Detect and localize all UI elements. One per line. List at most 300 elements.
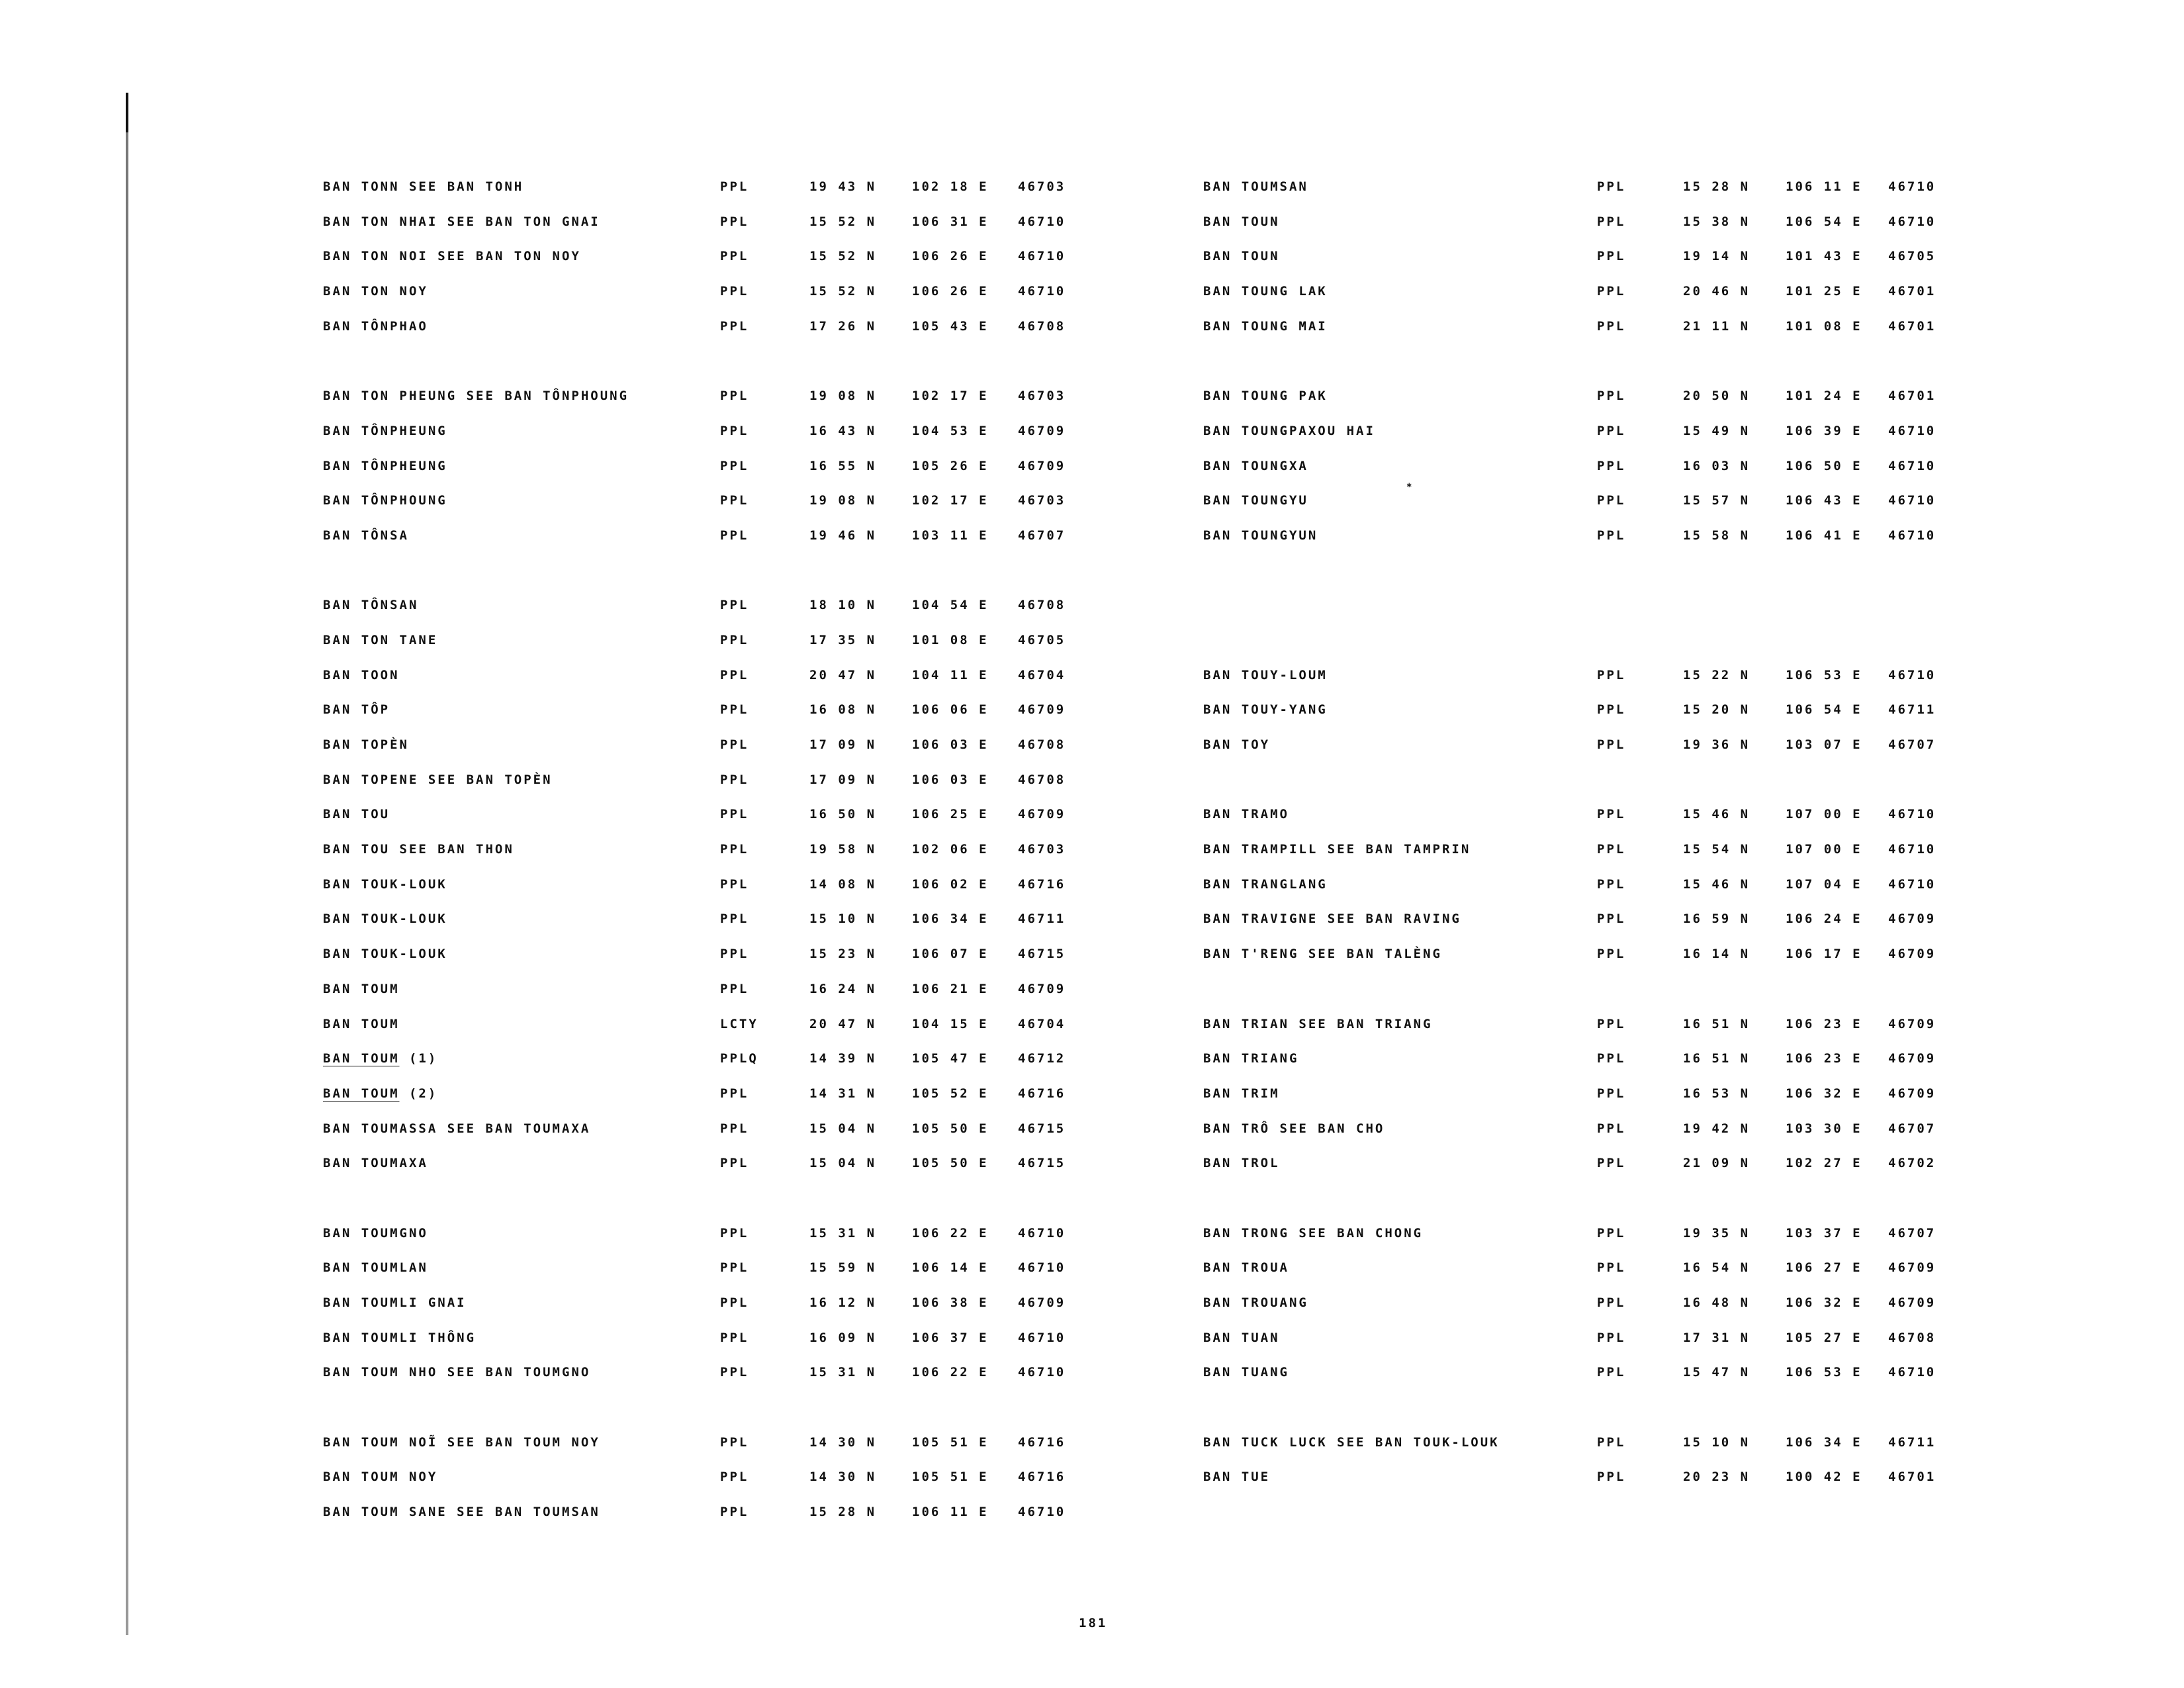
map-sheet-number: 46704	[1018, 667, 1066, 682]
map-sheet-number: 46708	[1018, 318, 1066, 334]
latitude: 14 30 N	[809, 1470, 877, 1485]
place-name: BAN TOUM (1)	[323, 1051, 438, 1066]
gazetteer-entry	[323, 1320, 1203, 1355]
gazetteer-entry	[1203, 169, 2083, 204]
feature-class: PPL	[1597, 1330, 1626, 1345]
feature-class: PPL	[1597, 423, 1626, 438]
feature-class: PPL	[1597, 1295, 1626, 1310]
map-sheet-number: 46705	[1018, 632, 1066, 647]
place-name: BAN TUE	[1203, 1470, 1271, 1485]
longitude: 105 50 E	[912, 1156, 989, 1171]
latitude: 15 47 N	[1683, 1365, 1751, 1380]
blank-row	[323, 1389, 1203, 1425]
place-name: BAN TOUM NHO SEE BAN TOUMGNO	[323, 1365, 591, 1380]
feature-class: PPL	[1597, 1086, 1626, 1101]
map-sheet-number: 46703	[1018, 842, 1066, 857]
latitude: 15 46 N	[1683, 876, 1751, 892]
gazetteer-entry	[1203, 413, 2083, 448]
latitude: 16 51 N	[1683, 1016, 1751, 1031]
gazetteer-entry	[1203, 1215, 2083, 1250]
feature-class: PPL	[1597, 1434, 1626, 1450]
gazetteer-entry	[323, 1494, 1203, 1529]
gazetteer-entry	[1203, 483, 2083, 518]
latitude: 16 55 N	[809, 458, 877, 473]
feature-class: PPL	[1597, 702, 1626, 718]
feature-class: PPL	[1597, 179, 1626, 194]
latitude: 14 30 N	[809, 1434, 877, 1450]
latitude: 16 14 N	[1683, 947, 1751, 962]
latitude: 20 50 N	[1683, 389, 1751, 404]
longitude: 103 37 E	[1786, 1225, 1862, 1241]
latitude: 19 43 N	[809, 179, 877, 194]
place-name: BAN TOON	[323, 667, 400, 682]
map-sheet-number: 46709	[1888, 1260, 1936, 1276]
latitude: 15 22 N	[1683, 667, 1751, 682]
map-sheet-number: 46703	[1018, 389, 1066, 404]
latitude: 15 52 N	[809, 249, 877, 264]
latitude: 15 46 N	[1683, 807, 1751, 822]
feature-class: PPL	[1597, 318, 1626, 334]
longitude: 106 07 E	[912, 947, 989, 962]
gazetteer-entry	[323, 1076, 1203, 1111]
longitude: 106 54 E	[1786, 214, 1862, 229]
map-sheet-number: 46708	[1888, 1330, 1936, 1345]
feature-class: PPL	[720, 632, 749, 647]
feature-class: PPL	[720, 737, 749, 752]
latitude: 19 42 N	[1683, 1121, 1751, 1136]
feature-class: PPL	[1597, 737, 1626, 752]
map-sheet-number: 46710	[1888, 528, 1936, 543]
place-name: BAN TROL	[1203, 1156, 1280, 1171]
gazetteer-entry	[1203, 1354, 2083, 1389]
map-sheet-number: 46702	[1888, 1156, 1936, 1171]
map-sheet-number: 46711	[1888, 702, 1936, 718]
map-sheet-number: 46710	[1888, 423, 1936, 438]
map-sheet-number: 46710	[1888, 214, 1936, 229]
map-sheet-number: 46707	[1888, 1121, 1936, 1136]
latitude: 16 51 N	[1683, 1051, 1751, 1066]
latitude: 15 49 N	[1683, 423, 1751, 438]
feature-class: PPL	[720, 1260, 749, 1276]
map-sheet-number: 46715	[1018, 1121, 1066, 1136]
place-name: BAN TOUM	[323, 1016, 400, 1031]
longitude: 104 53 E	[912, 423, 989, 438]
map-sheet-number: 46709	[1018, 423, 1066, 438]
place-name: BAN TOUK-LOUK	[323, 947, 447, 962]
feature-class: PPL	[1597, 249, 1626, 264]
latitude: 15 31 N	[809, 1225, 877, 1241]
gazetteer-entry	[1203, 901, 2083, 936]
place-name: BAN TOUK-LOUK	[323, 876, 447, 892]
latitude: 16 12 N	[809, 1295, 877, 1310]
map-sheet-number: 46712	[1018, 1051, 1066, 1066]
map-sheet-number: 46710	[1018, 1225, 1066, 1241]
feature-class: PPL	[1597, 214, 1626, 229]
place-name: BAN TOUNG LAK	[1203, 284, 1328, 299]
map-sheet-number: 46715	[1018, 947, 1066, 962]
feature-class: PPL	[1597, 1156, 1626, 1171]
longitude: 106 03 E	[912, 772, 989, 787]
place-name: BAN TOUMLI THÔNG	[323, 1330, 477, 1345]
longitude: 105 51 E	[912, 1470, 989, 1485]
map-sheet-number: 46716	[1018, 1470, 1066, 1485]
longitude: 107 00 E	[1786, 842, 1862, 857]
gazetteer-entry	[1203, 1250, 2083, 1285]
map-sheet-number: 46710	[1888, 179, 1936, 194]
feature-class: PPL	[1597, 1016, 1626, 1031]
latitude: 16 53 N	[1683, 1086, 1751, 1101]
place-name: BAN TRONG SEE BAN CHONG	[1203, 1225, 1424, 1241]
feature-class: PPL	[720, 284, 749, 299]
map-sheet-number: 46703	[1018, 179, 1066, 194]
latitude: 16 59 N	[1683, 912, 1751, 927]
longitude: 106 26 E	[912, 284, 989, 299]
gazetteer-entry	[323, 762, 1203, 797]
map-sheet-number: 46716	[1018, 1086, 1066, 1101]
blank-row	[1203, 622, 2083, 657]
feature-class: PPL	[1597, 1365, 1626, 1380]
gazetteer-entry	[1203, 308, 2083, 344]
feature-class: PPL	[720, 1330, 749, 1345]
latitude: 15 52 N	[809, 284, 877, 299]
place-name: BAN TOUMLI GNAI	[323, 1295, 467, 1310]
place-name: BAN TOY	[1203, 737, 1271, 752]
map-sheet-number: 46709	[1888, 912, 1936, 927]
place-name: BAN TOUK-LOUK	[323, 912, 447, 927]
feature-class: PPL	[720, 1156, 749, 1171]
map-sheet-number: 46701	[1888, 1470, 1936, 1485]
longitude: 106 11 E	[1786, 179, 1862, 194]
longitude: 106 53 E	[1786, 667, 1862, 682]
latitude: 15 59 N	[809, 1260, 877, 1276]
place-name: BAN TOPÈN	[323, 737, 409, 752]
feature-class: PPL	[1597, 528, 1626, 543]
feature-class: PPL	[720, 528, 749, 543]
gazetteer-entry	[323, 413, 1203, 448]
feature-class: PPL	[720, 598, 749, 613]
latitude: 19 08 N	[809, 389, 877, 404]
longitude: 103 11 E	[912, 528, 989, 543]
map-sheet-number: 46710	[1888, 458, 1936, 473]
feature-class: PPL	[1597, 912, 1626, 927]
gazetteer-entry	[323, 796, 1203, 831]
feature-class: PPL	[720, 1295, 749, 1310]
latitude: 16 48 N	[1683, 1295, 1751, 1310]
longitude: 102 18 E	[912, 179, 989, 194]
gazetteer-entry	[1203, 1111, 2083, 1146]
feature-class: PPL	[720, 1086, 749, 1101]
gazetteer-entry	[1203, 518, 2083, 553]
feature-class: PPL	[720, 1434, 749, 1450]
place-name: BAN TRÔ SEE BAN CHO	[1203, 1121, 1385, 1136]
longitude: 106 34 E	[1786, 1434, 1862, 1450]
gazetteer-entry	[323, 901, 1203, 936]
feature-class: PPL	[1597, 1051, 1626, 1066]
longitude: 106 02 E	[912, 876, 989, 892]
blank-row	[1203, 1389, 2083, 1425]
gazetteer-entry	[1203, 378, 2083, 413]
gazetteer-entry	[323, 587, 1203, 622]
map-sheet-number: 46710	[1888, 667, 1936, 682]
place-name: BAN TÔNPHAO	[323, 318, 428, 334]
latitude: 15 28 N	[1683, 179, 1751, 194]
latitude: 15 38 N	[1683, 214, 1751, 229]
feature-class: PPL	[720, 842, 749, 857]
map-sheet-number: 46709	[1018, 1295, 1066, 1310]
longitude: 103 30 E	[1786, 1121, 1862, 1136]
latitude: 19 58 N	[809, 842, 877, 857]
place-name: BAN TÔNPHEUNG	[323, 423, 447, 438]
blank-row	[1203, 1180, 2083, 1215]
longitude: 106 26 E	[912, 249, 989, 264]
latitude: 15 23 N	[809, 947, 877, 962]
map-sheet-number: 46707	[1018, 528, 1066, 543]
gazetteer-entry	[323, 483, 1203, 518]
blank-row	[323, 1180, 1203, 1215]
gazetteer-entry	[323, 727, 1203, 762]
place-name: BAN TOUN	[1203, 214, 1280, 229]
place-name: BAN TOUMSAN	[1203, 179, 1308, 194]
feature-class: PPL	[720, 876, 749, 892]
place-name: BAN TOUY-YANG	[1203, 702, 1328, 718]
place-name: BAN TRAVIGNE SEE BAN RAVING	[1203, 912, 1461, 927]
longitude: 106 54 E	[1786, 702, 1862, 718]
longitude: 106 23 E	[1786, 1016, 1862, 1031]
gazetteer-entry	[1203, 1320, 2083, 1355]
blank-row	[323, 343, 1203, 378]
map-sheet-number: 46708	[1018, 598, 1066, 613]
longitude: 107 00 E	[1786, 807, 1862, 822]
gazetteer-entry	[1203, 1145, 2083, 1180]
feature-class: PPL	[1597, 876, 1626, 892]
place-name: BAN TOUM	[323, 981, 400, 996]
place-name: BAN TOUMAXA	[323, 1156, 428, 1171]
longitude: 106 34 E	[912, 912, 989, 927]
feature-class: PPL	[720, 1365, 749, 1380]
blank-row	[1203, 762, 2083, 797]
longitude: 106 37 E	[912, 1330, 989, 1345]
longitude: 106 32 E	[1786, 1295, 1862, 1310]
longitude: 105 52 E	[912, 1086, 989, 1101]
gazetteer-entry	[323, 238, 1203, 273]
longitude: 106 22 E	[912, 1225, 989, 1241]
place-name: BAN T'RENG SEE BAN TALÈNG	[1203, 947, 1442, 962]
feature-class: PPL	[1597, 389, 1626, 404]
feature-class: PPL	[720, 807, 749, 822]
longitude: 101 25 E	[1786, 284, 1862, 299]
longitude: 106 11 E	[912, 1505, 989, 1520]
latitude: 15 28 N	[809, 1505, 877, 1520]
place-name: BAN TOUNGXA	[1203, 458, 1308, 473]
place-name: BAN TON NHAI SEE BAN TON GNAI	[323, 214, 600, 229]
place-name: BAN TOPENE SEE BAN TOPÈN	[323, 772, 553, 787]
longitude: 104 11 E	[912, 667, 989, 682]
gazetteer-entry	[1203, 692, 2083, 727]
map-sheet-number: 46708	[1018, 737, 1066, 752]
place-name: BAN TOUMASSA SEE BAN TOUMAXA	[323, 1121, 591, 1136]
latitude: 15 54 N	[1683, 842, 1751, 857]
map-sheet-number: 46710	[1018, 249, 1066, 264]
latitude: 15 04 N	[809, 1121, 877, 1136]
place-name: BAN TRAMO	[1203, 807, 1289, 822]
longitude: 104 54 E	[912, 598, 989, 613]
longitude: 106 32 E	[1786, 1086, 1862, 1101]
feature-class: PPL	[720, 1505, 749, 1520]
feature-class: PPL	[720, 389, 749, 404]
left-gazetteer-column	[323, 169, 1203, 1529]
gazetteer-entry	[323, 1215, 1203, 1250]
place-name: BAN TOUY-LOUM	[1203, 667, 1328, 682]
longitude: 106 39 E	[1786, 423, 1862, 438]
place-name: BAN TOU	[323, 807, 390, 822]
place-name: BAN TÔNSA	[323, 528, 409, 543]
longitude: 106 38 E	[912, 1295, 989, 1310]
latitude: 16 24 N	[809, 981, 877, 996]
map-sheet-number: 46701	[1888, 284, 1936, 299]
latitude: 15 58 N	[1683, 528, 1751, 543]
gazetteer-entry	[323, 1425, 1203, 1460]
gazetteer-entry	[1203, 831, 2083, 867]
latitude: 16 50 N	[809, 807, 877, 822]
feature-class: PPL	[720, 1470, 749, 1485]
gazetteer-entry	[323, 308, 1203, 344]
longitude: 101 08 E	[912, 632, 989, 647]
longitude: 106 03 E	[912, 737, 989, 752]
gazetteer-entry	[323, 622, 1203, 657]
gazetteer-entry	[1203, 1041, 2083, 1076]
stray-mark: *	[1406, 482, 1414, 492]
gazetteer-entry	[323, 1006, 1203, 1041]
place-name: BAN TOUMLAN	[323, 1260, 428, 1276]
latitude: 21 11 N	[1683, 318, 1751, 334]
feature-class: PPL	[720, 981, 749, 996]
feature-class: PPL	[1597, 1225, 1626, 1241]
longitude: 106 06 E	[912, 702, 989, 718]
gazetteer-entry	[1203, 448, 2083, 483]
longitude: 101 24 E	[1786, 389, 1862, 404]
latitude: 19 14 N	[1683, 249, 1751, 264]
longitude: 106 41 E	[1786, 528, 1862, 543]
feature-class: PPL	[720, 702, 749, 718]
latitude: 19 36 N	[1683, 737, 1751, 752]
longitude: 106 31 E	[912, 214, 989, 229]
feature-class: PPL	[1597, 284, 1626, 299]
gazetteer-entry	[323, 1145, 1203, 1180]
latitude: 21 09 N	[1683, 1156, 1751, 1171]
latitude: 19 46 N	[809, 528, 877, 543]
gazetteer-entry	[1203, 727, 2083, 762]
gazetteer-entry	[1203, 1076, 2083, 1111]
gazetteer-entry	[323, 518, 1203, 553]
map-sheet-number: 46710	[1018, 1365, 1066, 1380]
gazetteer-entry	[323, 1459, 1203, 1494]
place-name: BAN TÔNPHEUNG	[323, 458, 447, 473]
place-name: BAN TÔNSAN	[323, 598, 419, 613]
map-sheet-number: 46709	[1018, 702, 1066, 718]
feature-class: PPL	[720, 1225, 749, 1241]
feature-class: PPL	[720, 947, 749, 962]
place-name: BAN TRAMPILL SEE BAN TAMPRIN	[1203, 842, 1471, 857]
place-name: BAN TOUNGPAXOU HAI	[1203, 423, 1375, 438]
longitude: 105 27 E	[1786, 1330, 1862, 1345]
latitude: 18 10 N	[809, 598, 877, 613]
latitude: 19 35 N	[1683, 1225, 1751, 1241]
blank-row	[1203, 343, 2083, 378]
right-gazetteer-column	[1203, 169, 2083, 1494]
gazetteer-entry	[1203, 936, 2083, 971]
latitude: 16 08 N	[809, 702, 877, 718]
place-name: BAN TOUNG MAI	[1203, 318, 1328, 334]
map-sheet-number: 46710	[1018, 1330, 1066, 1345]
latitude: 15 10 N	[809, 912, 877, 927]
gazetteer-entry	[1203, 204, 2083, 239]
latitude: 15 57 N	[1683, 493, 1751, 508]
longitude: 107 04 E	[1786, 876, 1862, 892]
map-sheet-number: 46709	[1018, 981, 1066, 996]
map-sheet-number: 46709	[1888, 1295, 1936, 1310]
gazetteer-entry	[323, 692, 1203, 727]
longitude: 105 50 E	[912, 1121, 989, 1136]
longitude: 102 27 E	[1786, 1156, 1862, 1171]
place-name: BAN TOUM NOĨ SEE BAN TOUM NOY	[323, 1434, 600, 1450]
latitude: 16 43 N	[809, 423, 877, 438]
longitude: 105 43 E	[912, 318, 989, 334]
gazetteer-entry	[323, 971, 1203, 1006]
map-sheet-number: 46709	[1888, 1051, 1936, 1066]
place-name: BAN TRIAN SEE BAN TRIANG	[1203, 1016, 1433, 1031]
map-sheet-number: 46710	[1018, 1505, 1066, 1520]
place-name: BAN TOUM NOY	[323, 1470, 438, 1485]
feature-class: PPL	[720, 423, 749, 438]
longitude: 106 23 E	[1786, 1051, 1862, 1066]
gazetteer-entry	[323, 169, 1203, 204]
longitude: 106 53 E	[1786, 1365, 1862, 1380]
latitude: 20 47 N	[809, 667, 877, 682]
place-name: BAN TON PHEUNG SEE BAN TÔNPHOUNG	[323, 389, 629, 404]
latitude: 16 54 N	[1683, 1260, 1751, 1276]
page-number: 181	[1079, 1616, 1108, 1630]
feature-class: PPL	[720, 772, 749, 787]
gazetteer-entry	[1203, 1006, 2083, 1041]
feature-class: PPL	[720, 912, 749, 927]
longitude: 100 42 E	[1786, 1470, 1862, 1485]
feature-class: LCTY	[720, 1016, 758, 1031]
place-name: BAN TRIM	[1203, 1086, 1280, 1101]
place-name: BAN TRANGLANG	[1203, 876, 1328, 892]
latitude: 19 08 N	[809, 493, 877, 508]
map-sheet-number: 46705	[1888, 249, 1936, 264]
latitude: 17 31 N	[1683, 1330, 1751, 1345]
place-name: BAN TOUNGYUN	[1203, 528, 1318, 543]
longitude: 102 17 E	[912, 389, 989, 404]
feature-class: PPL	[1597, 947, 1626, 962]
gazetteer-entry	[1203, 1425, 2083, 1460]
blank-row	[1203, 587, 2083, 622]
longitude: 104 15 E	[912, 1016, 989, 1031]
feature-class: PPL	[720, 493, 749, 508]
gazetteer-entry	[323, 448, 1203, 483]
gazetteer-entry	[1203, 273, 2083, 308]
blank-row	[1203, 971, 2083, 1006]
feature-class: PPL	[720, 1121, 749, 1136]
place-name: BAN TOUMGNO	[323, 1225, 428, 1241]
map-sheet-number: 46716	[1018, 1434, 1066, 1450]
map-sheet-number: 46710	[1888, 876, 1936, 892]
map-sheet-number: 46711	[1018, 912, 1066, 927]
feature-class: PPL	[1597, 1260, 1626, 1276]
latitude: 17 26 N	[809, 318, 877, 334]
latitude: 17 09 N	[809, 772, 877, 787]
